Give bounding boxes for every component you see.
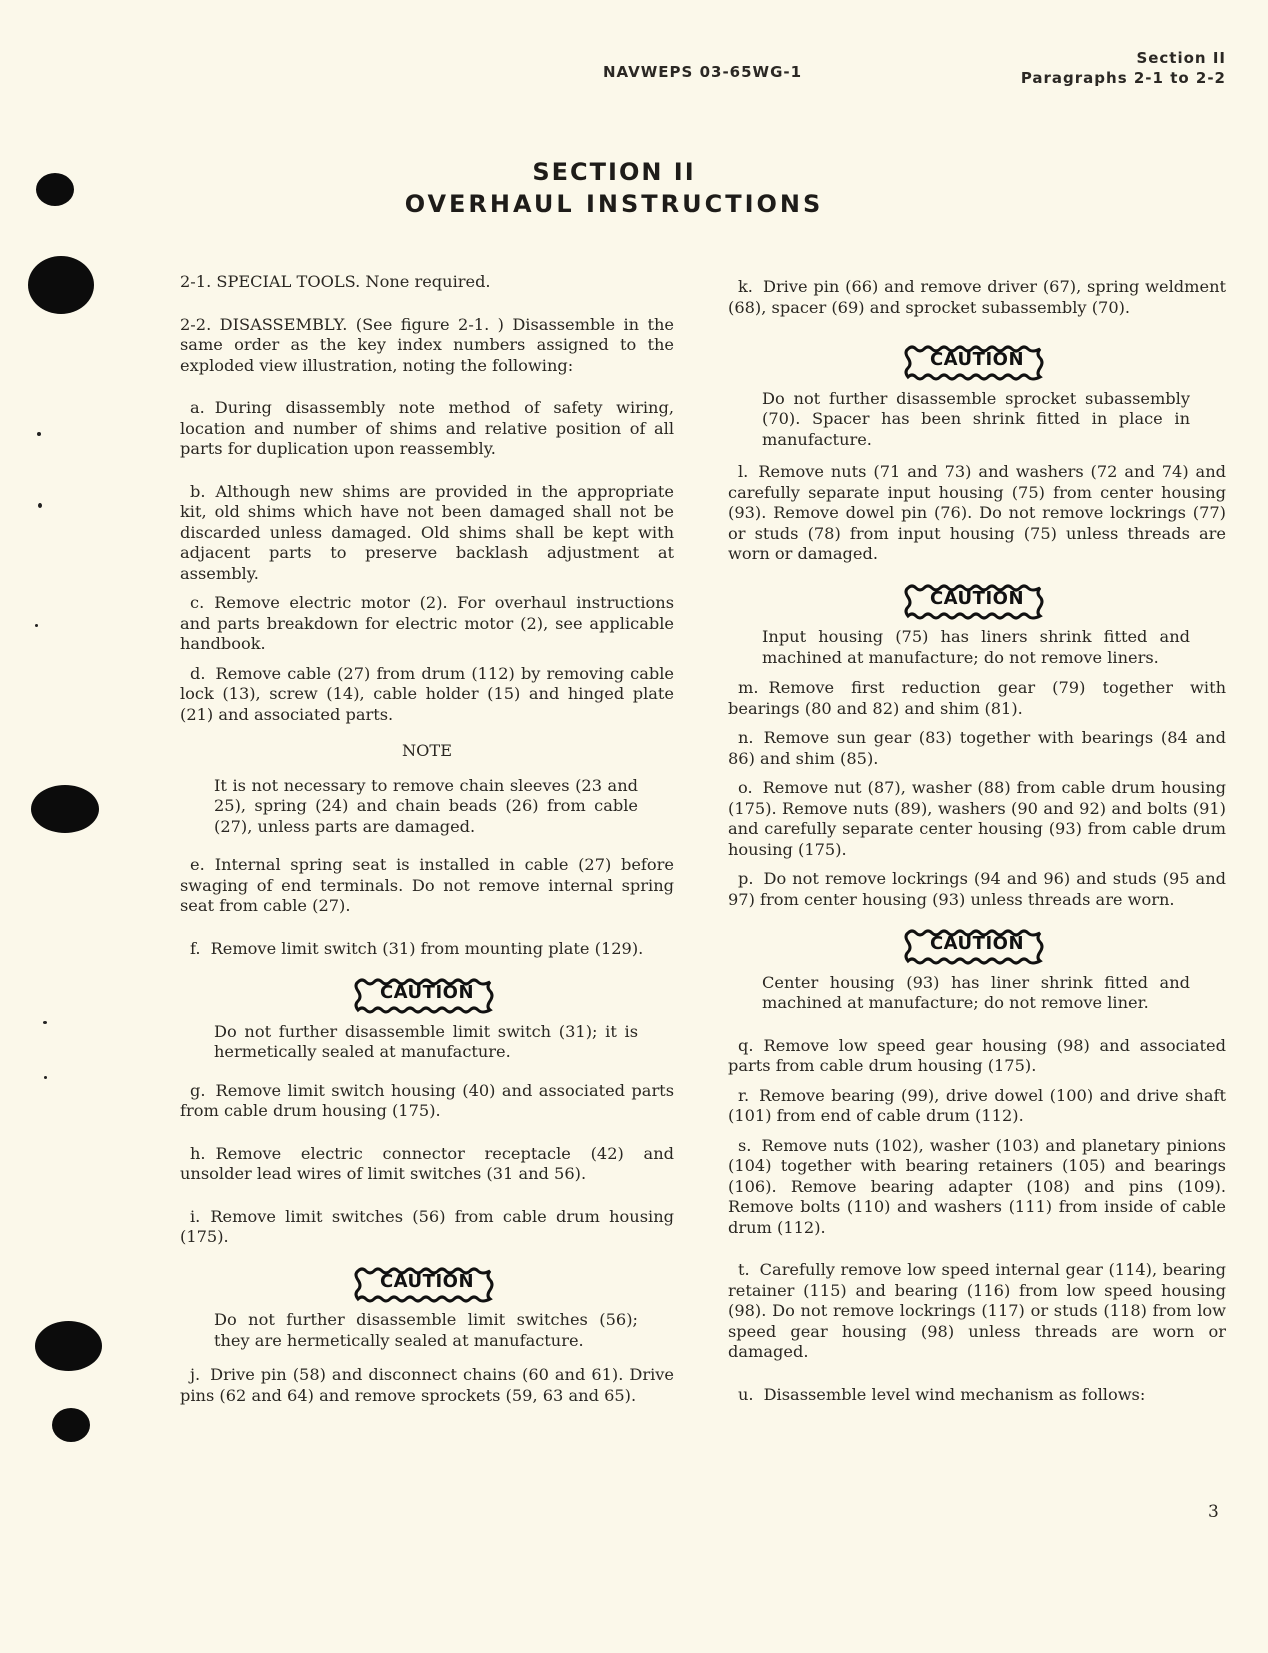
page-number: 3 — [1208, 1502, 1219, 1522]
step-label: b. — [190, 481, 206, 501]
step-j — [180, 1365, 674, 1406]
step-label: m. — [738, 678, 759, 697]
step-label: c. — [190, 593, 205, 612]
step-label: s. — [738, 1135, 752, 1155]
paragraph-2-1: 2-1. SPECIAL TOOLS. None required. — [180, 272, 491, 291]
speck — [35, 624, 38, 627]
step-text: During disassembly note method of safety wiring, location and number of shims and relative position of all parts for duplication upon reassembly. — [180, 398, 674, 458]
step-i — [180, 1207, 674, 1248]
caution-text: Input housing (75) has liners shrink fitted and machined at manufacture; do not remove liners. — [762, 627, 1190, 667]
speck — [43, 1021, 47, 1024]
caution-text: Do not further disassemble limit switches (56); they are hermetically sealed at manufacture. — [214, 1310, 638, 1350]
step-text: Disassemble level wind mechanism as follows: — [763, 1384, 1146, 1404]
step-label: d. — [190, 663, 206, 683]
step-text: Drive pin (66) and remove driver (67), spring weldment (68), spacer (69) and sprocket subassembly (70). — [728, 277, 1226, 317]
step-text: Do not remove lockrings (94 and 96) and studs (95 and 97) from center housing (93) unless threads are worn. — [728, 869, 1226, 909]
step-label: g. — [190, 1080, 206, 1100]
step-label: i. — [190, 1206, 201, 1226]
caution-badge: CAUTION — [904, 344, 1050, 377]
step-label: h. — [190, 1143, 206, 1163]
left-column — [180, 272, 674, 1415]
step-text: Internal spring seat is installed in cable (27) before swaging of end terminals. Do not remove internal spring seat from cable (27). — [180, 855, 674, 915]
step-t — [728, 1260, 1226, 1363]
step-label: l. — [738, 462, 749, 481]
step-n — [728, 728, 1226, 769]
step-label: u. — [738, 1384, 754, 1404]
step-label: p. — [738, 869, 754, 888]
note-heading: NOTE — [401, 741, 453, 760]
section-subtitle: OVERHAUL INSTRUCTIONS — [404, 190, 824, 218]
right-column — [728, 277, 1226, 1414]
caution-badge: CAUTION — [354, 1266, 500, 1299]
step-h — [180, 1144, 674, 1185]
caution-text: Do not further disassemble sprocket subassembly (70). Spacer has been shrink fitted in place in manufacture. — [762, 388, 1190, 449]
step-label: o. — [738, 778, 753, 797]
step-a — [180, 398, 674, 460]
caution-text: Center housing (93) has liner shrink fitted and machined at manufacture; do not remove liner. — [762, 972, 1190, 1012]
binder-hole — [28, 256, 94, 314]
step-f — [180, 939, 674, 960]
step-label: k. — [738, 277, 753, 296]
step-p — [728, 869, 1226, 910]
step-text: Remove limit switches (56) from cable drum housing (175). — [180, 1206, 674, 1246]
step-e — [180, 855, 674, 917]
document-number: NAVWEPS 03-65WG-1 — [603, 63, 803, 81]
step-label: j. — [190, 1365, 201, 1384]
step-text: Remove low speed gear housing (98) and associated parts from cable drum housing (175). — [728, 1035, 1226, 1075]
note-text: It is not necessary to remove chain sleeves (23 and 25), spring (24) and chain beads (26) from cable (27), unless parts are damaged. — [214, 775, 638, 836]
step-k — [728, 277, 1226, 318]
binder-hole — [35, 1321, 102, 1371]
step-text: Drive pin (58) and disconnect chains (60 and 61). Drive pins (62 and 64) and remove sprockets (59, 63 and 65). — [180, 1365, 674, 1405]
step-text: Remove limit switch housing (40) and associated parts from cable drum housing (175). — [180, 1080, 674, 1120]
step-label: q. — [738, 1035, 754, 1055]
paragraph-2-2: 2-2. DISASSEMBLY. (See figure 2-1. ) Disassemble in the same order as the key index numbers assigned to the exploded view illustration, noting the following: — [180, 314, 674, 375]
step-m — [728, 678, 1226, 719]
step-text: Remove sun gear (83) together with bearings (84 and 86) and shim (85). — [728, 728, 1226, 768]
speck — [38, 503, 42, 508]
step-label: f. — [190, 938, 201, 958]
step-text: Remove cable (27) from drum (112) by removing cable lock (13), screw (14), cable holder (15) and hinged plate (21) and associated parts. — [180, 663, 674, 724]
step-text: Remove bearing (99), drive dowel (100) and drive shaft (101) from end of cable drum (112). — [728, 1085, 1226, 1125]
speck — [37, 432, 41, 436]
step-text: Remove first reduction gear (79) together with bearings (80 and 82) and shim (81). — [728, 678, 1226, 718]
step-c — [180, 593, 674, 655]
step-text: Remove limit switch (31) from mounting plate (129). — [210, 938, 644, 958]
step-o — [728, 778, 1226, 860]
step-r — [728, 1086, 1226, 1127]
step-text: Remove electric connector receptacle (42) and unsolder lead wires of limit switches (31 and 56). — [180, 1143, 674, 1183]
section-title: SECTION II — [532, 158, 696, 186]
step-label: a. — [190, 398, 205, 417]
step-label: e. — [190, 855, 205, 874]
caution-badge: CAUTION — [354, 977, 500, 1010]
step-text: Remove nuts (71 and 73) and washers (72 and 74) and carefully separate input housing (75) from center housing (93). Remove dowel pin (76). Do not remove lockrings (77) or studs (78) from input housing (75) unless threads are worn or damaged. — [728, 462, 1226, 563]
step-s — [728, 1136, 1226, 1239]
step-q — [728, 1036, 1226, 1077]
step-label: n. — [738, 728, 754, 747]
step-label: r. — [738, 1085, 750, 1105]
step-g — [180, 1081, 674, 1122]
step-text: Remove nut (87), washer (88) from cable drum housing (175). Remove nuts (89), washers (90 and 92) and bolts (91) and carefully separate center housing (93) from cable drum housing (175). — [728, 778, 1226, 859]
caution-badge: CAUTION — [904, 928, 1050, 961]
speck — [44, 1076, 47, 1079]
step-text: Remove electric motor (2). For overhaul instructions and parts breakdown for electric motor (2), see applicable handbook. — [180, 593, 674, 653]
section-label: Section II — [1136, 49, 1226, 67]
step-u — [728, 1385, 1226, 1406]
binder-hole — [31, 785, 99, 833]
caution-badge: CAUTION — [904, 583, 1050, 616]
step-text: Remove nuts (102), washer (103) and planetary pinions (104) together with bearing retainers (105) and bearings (106). Remove bearing adapter (108) and pins (109). Remove bolts (110) and washers (111) from inside of cable drum (112). — [728, 1135, 1226, 1237]
step-l — [728, 462, 1226, 565]
step-d — [180, 664, 674, 726]
section-reference — [1021, 48, 1226, 88]
binder-hole — [52, 1408, 90, 1442]
paragraph-range: Paragraphs 2-1 to 2-2 — [1020, 69, 1226, 87]
step-text: Carefully remove low speed internal gear (114), bearing retainer (115) and bearing (116) from low speed housing (98). Do not remove lockrings (117) or studs (118) from low speed gear housing (98) unless threads are worn or damaged. — [728, 1260, 1226, 1361]
step-b — [180, 482, 674, 585]
caution-text: Do not further disassemble limit switch (31); it is hermetically sealed at manufacture. — [214, 1021, 638, 1061]
step-label: t. — [738, 1260, 750, 1279]
step-text: Although new shims are provided in the appropriate kit, old shims which have not been damaged shall not be discarded unless damaged. Old shims shall be kept with adjacent parts to preserve backlash adjustment at assembly. — [180, 481, 674, 583]
